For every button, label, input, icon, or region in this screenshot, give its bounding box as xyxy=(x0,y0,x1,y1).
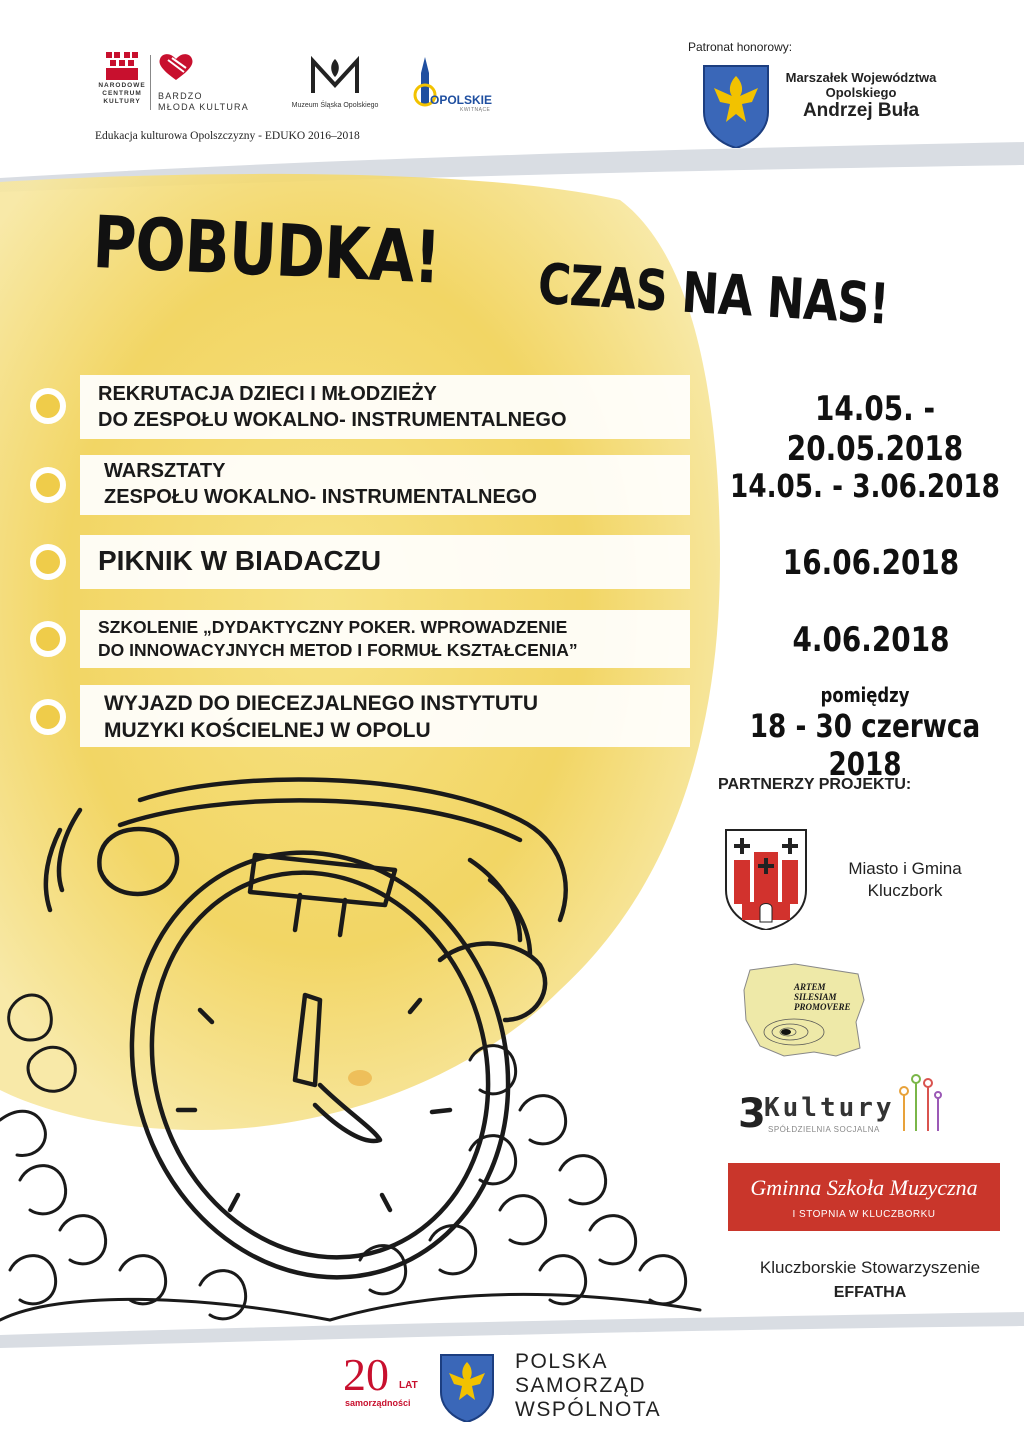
artem-silesiam-logo xyxy=(740,960,870,1060)
effatha-line-1: Kluczborskie Stowarzyszenie xyxy=(759,1258,981,1277)
event-1-date: 14.05. - 20.05.2018 xyxy=(786,389,964,469)
opolskie-logo xyxy=(408,55,493,113)
event-row-3 xyxy=(0,535,1024,589)
eagle-m-icon xyxy=(305,55,365,97)
kluczbork-line-2: Kluczbork xyxy=(867,881,943,900)
lat-number: 20 xyxy=(343,1349,389,1400)
bmk-line-1: BARDZO xyxy=(158,91,203,101)
opolskie-sub: KWITNĄCE xyxy=(460,107,491,113)
event-4-line-2: DO INNOWACYJNYCH METOD I FORMUŁ KSZTAŁCENIA” xyxy=(98,640,578,660)
bullet-icon xyxy=(30,544,66,580)
title-pobudka: POBUDKA! xyxy=(91,200,442,300)
partners-heading: PARTNERZY PROJEKTU: xyxy=(718,776,912,793)
3kultury-name: Kultury xyxy=(764,1093,895,1123)
event-5-date-pre: pomiędzy xyxy=(820,683,910,707)
event-row-2 xyxy=(0,455,1024,515)
opole-eagle-crest-icon xyxy=(700,62,772,148)
kluczbork-label xyxy=(820,858,990,902)
kluczbork-line-1: Miasto i Gmina xyxy=(848,859,962,878)
title-czas-na-nas: CZAS NA NAS! xyxy=(536,252,891,338)
bullet-icon xyxy=(30,388,66,424)
gsm-sub: I STOPNIA W KLUCZBORKU xyxy=(792,1209,936,1220)
event-row-4 xyxy=(0,610,1024,668)
3kultury-num: 3 xyxy=(738,1091,766,1137)
nck-label: NARODOWE CENTRUM KULTURY xyxy=(98,82,146,105)
lat-sub: samorządności xyxy=(345,1398,411,1408)
event-2-date: 14.05. - 3.06.2018 xyxy=(730,467,1000,505)
event-2-line-2: ZESPOŁU WOKALNO- INSTRUMENTALNEGO xyxy=(104,486,537,508)
event-5-line-1: WYJAZD DO DIECEZJALNEGO INSTYTUTU xyxy=(104,692,539,715)
muzeum-label: Muzeum Śląska Opolskiego xyxy=(291,102,379,109)
event-1-line-2: DO ZESPOŁU WOKALNO- INSTRUMENTALNEGO xyxy=(98,409,567,431)
3kultury-sub: SPÓŁDZIELNIA SOCJALNA xyxy=(768,1125,880,1134)
event-3-date: 16.06.2018 xyxy=(782,543,960,583)
bottom-swoosh xyxy=(0,1312,1024,1348)
event-3-line-1: PIKNIK W BIADACZU xyxy=(98,545,382,576)
kluczbork-crest-icon xyxy=(722,826,810,930)
event-4-date: 4.06.2018 xyxy=(792,620,950,660)
footer-eagle-crest-icon xyxy=(438,1352,496,1422)
bullet-icon xyxy=(30,699,66,735)
footer-motto xyxy=(515,1350,661,1422)
event-5-line-2: MUZYKI KOŚCIELNEJ W OPOLU xyxy=(104,719,431,742)
patron-title-2: Opolskiego xyxy=(825,85,897,100)
gsm-logo xyxy=(728,1163,1000,1231)
bmk-line-2: MŁODA KULTURA xyxy=(158,102,249,112)
eduko-text: Edukacja kulturowa Opolszczyzny - EDUKO 2016–2018 xyxy=(95,130,360,142)
3kultury-logo xyxy=(738,1085,948,1145)
bmk-logo xyxy=(158,52,249,113)
patron-title-1: Marszałek Województwa xyxy=(785,70,937,85)
artem-line-2: PROMOVERE xyxy=(794,1002,851,1012)
bullet-icon xyxy=(30,621,66,657)
event-1-line-1: REKRUTACJA DZIECI I MŁODZIEŻY xyxy=(98,383,437,405)
logo-divider xyxy=(150,55,151,110)
bullet-icon xyxy=(30,467,66,503)
nck-emblem-icon xyxy=(104,50,140,82)
event-5-date: 18 - 30 czerwca 2018 xyxy=(749,707,981,783)
event-row-1 xyxy=(0,375,1024,469)
music-notes-icon xyxy=(898,1071,942,1135)
patronat-label: Patronat honorowy: xyxy=(688,40,793,54)
lat-label: LAT xyxy=(399,1380,418,1391)
event-2-line-1: WARSZTATY xyxy=(104,460,226,482)
gsm-title: Gminna Szkoła Muzyczna xyxy=(750,1175,978,1200)
event-4-line-1: SZKOLENIE „DYDAKTYCZNY POKER. WPROWADZENIE xyxy=(98,617,568,637)
nck-logo xyxy=(96,50,148,106)
heart-icon xyxy=(158,52,194,82)
artem-line-1: ARTEM SILESIAM xyxy=(794,982,837,1002)
effatha-line-2: EFFATHA xyxy=(833,1284,907,1301)
opolskie-label: OPOLSKIE xyxy=(430,93,493,107)
event-row-5 xyxy=(0,683,1024,783)
footer-line-3: WSPÓLNOTA xyxy=(515,1398,662,1421)
footer-line-2: SAMORZĄD xyxy=(515,1374,647,1397)
muzeum-logo xyxy=(285,55,385,109)
patron-name: Andrzej Buła xyxy=(802,100,920,121)
footer-line-1: POLSKA xyxy=(515,1350,609,1373)
20-lat-logo xyxy=(343,1349,423,1412)
